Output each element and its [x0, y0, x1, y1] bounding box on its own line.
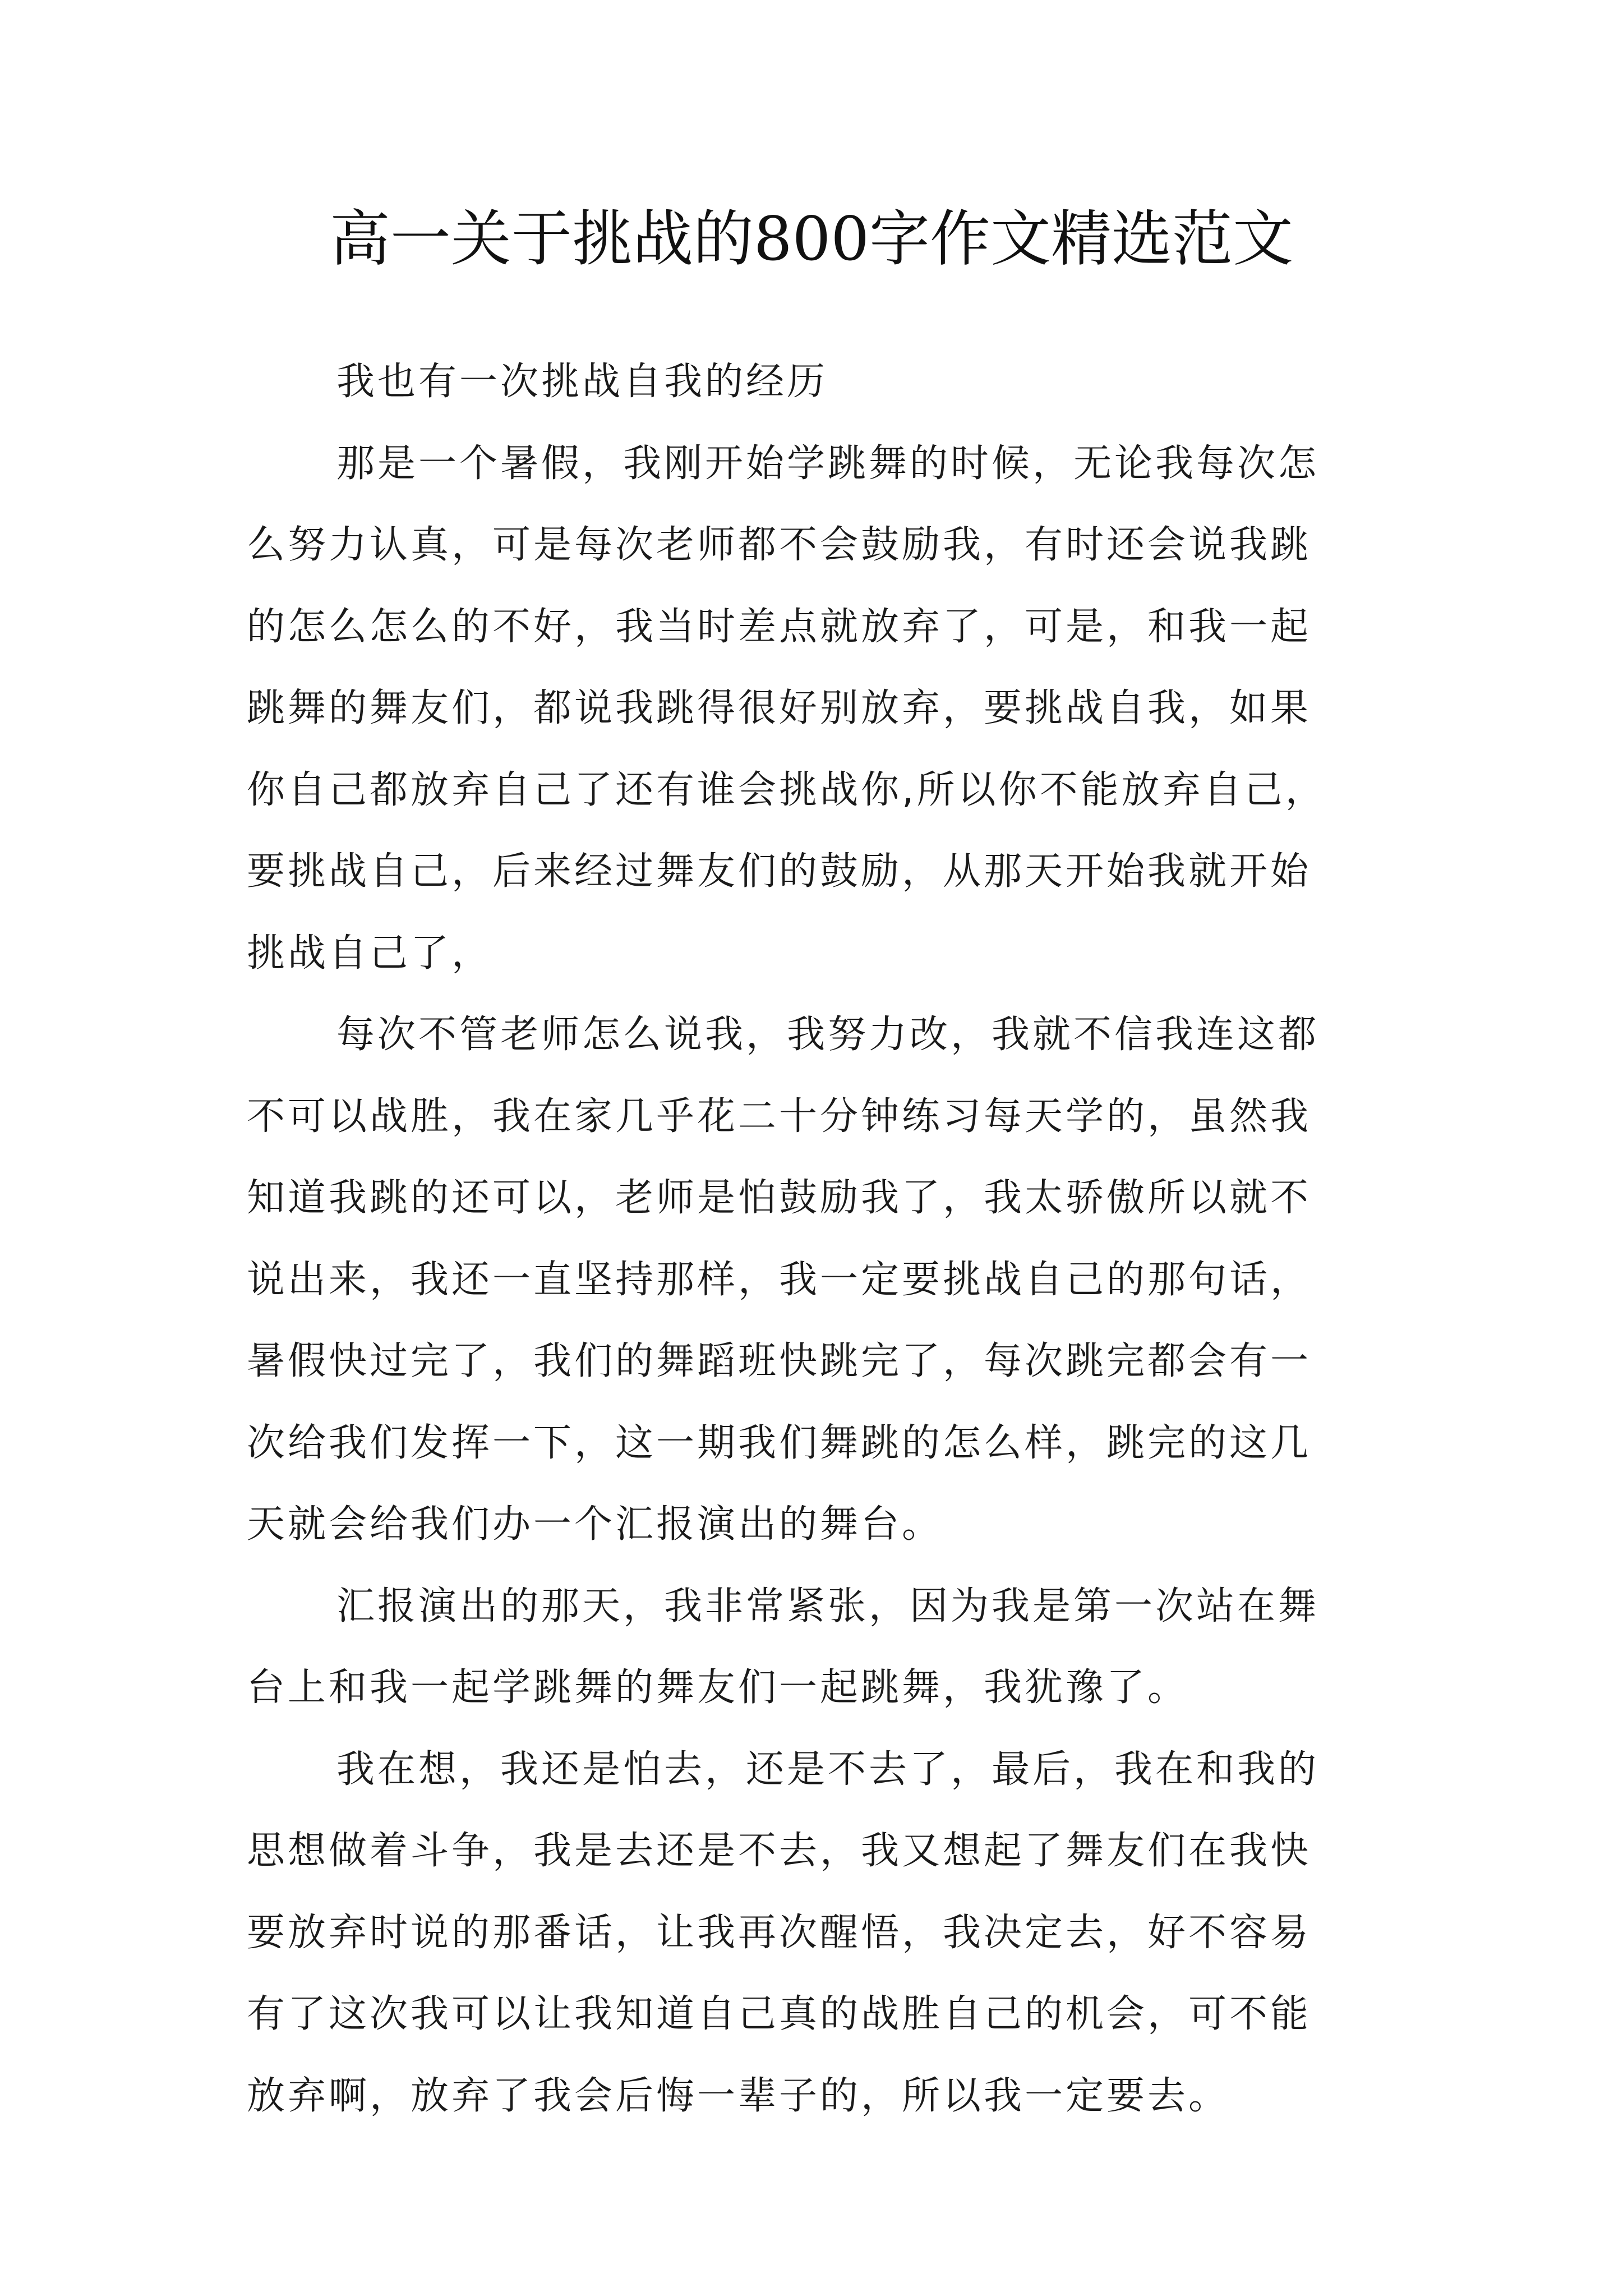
text-line: 有了这次我可以让我知道自己真的战胜自己的机会，可不能: [247, 1992, 1312, 2036]
text-line: 要挑战自己，后来经过舞友们的鼓励，从那天开始我就开始: [247, 849, 1312, 894]
text-line: 说出来，我还一直坚持那样，我一定要挑战自己的那句话，: [247, 1257, 1312, 1302]
text-line: 台上和我一起学跳舞的舞友们一起跳舞，我犹豫了。: [247, 1665, 1189, 1710]
text-line: 你自己都放弃自己了还有谁会挑战你,所以你不能放弃自己，: [247, 767, 1326, 812]
essay-body: [247, 341, 1391, 2137]
text-line: 汇报演出的那天，我非常紧张，因为我是第一次站在舞: [336, 1584, 1320, 1628]
paragraph-5: [247, 1729, 1391, 2137]
text-line: 我在想，我还是怕去，还是不去了，最后，我在和我的: [336, 1747, 1320, 1792]
text-line: 知道我跳的还可以，老师是怕鼓励我了，我太骄傲所以就不: [247, 1176, 1312, 1220]
text-line: 天就会给我们办一个汇报演出的舞台。: [247, 1502, 943, 1547]
text-line: 那是一个暑假，我刚开始学跳舞的时候，无论我每次怎: [336, 441, 1320, 486]
text-line: 不可以战胜，我在家几乎花二十分钟练习每天学的，虽然我: [247, 1094, 1312, 1139]
text-line: 每次不管老师怎么说我，我努力改，我就不信我连这都: [336, 1013, 1320, 1057]
text-line: 暑假快过完了，我们的舞蹈班快跳完了，每次跳完都会有一: [247, 1339, 1312, 1383]
paragraph-4: [247, 1566, 1391, 1729]
text-line: 么努力认真，可是每次老师都不会鼓励我，有时还会说我跳: [247, 523, 1312, 567]
text-line: 要放弃时说的那番话，让我再次醒悟，我决定去，好不容易: [247, 1910, 1312, 1955]
text-line: 跳舞的舞友们，都说我跳得很好别放弃，要挑战自我，如果: [247, 686, 1312, 730]
text-line: 思想做着斗争，我是去还是不去，我又想起了舞友们在我快: [247, 1829, 1312, 1873]
text-line: 放弃啊，放弃了我会后悔一辈子的，所以我一定要去。: [247, 2073, 1230, 2118]
page-title: 高一关于挑战的800字作文精选范文: [329, 204, 1294, 274]
paragraph-2: [247, 423, 1391, 995]
text-line: 的怎么怎么的不好，我当时差点就放弃了，可是，和我一起: [247, 604, 1312, 649]
paragraph-1: [247, 341, 1391, 423]
text-line: 我也有一次挑战自我的经历: [336, 360, 828, 404]
text-line: 挑战自己了，: [247, 931, 493, 976]
paragraph-3: [247, 994, 1391, 1566]
text-line: 次给我们发挥一下，这一期我们舞跳的怎么样，跳完的这几: [247, 1420, 1312, 1465]
